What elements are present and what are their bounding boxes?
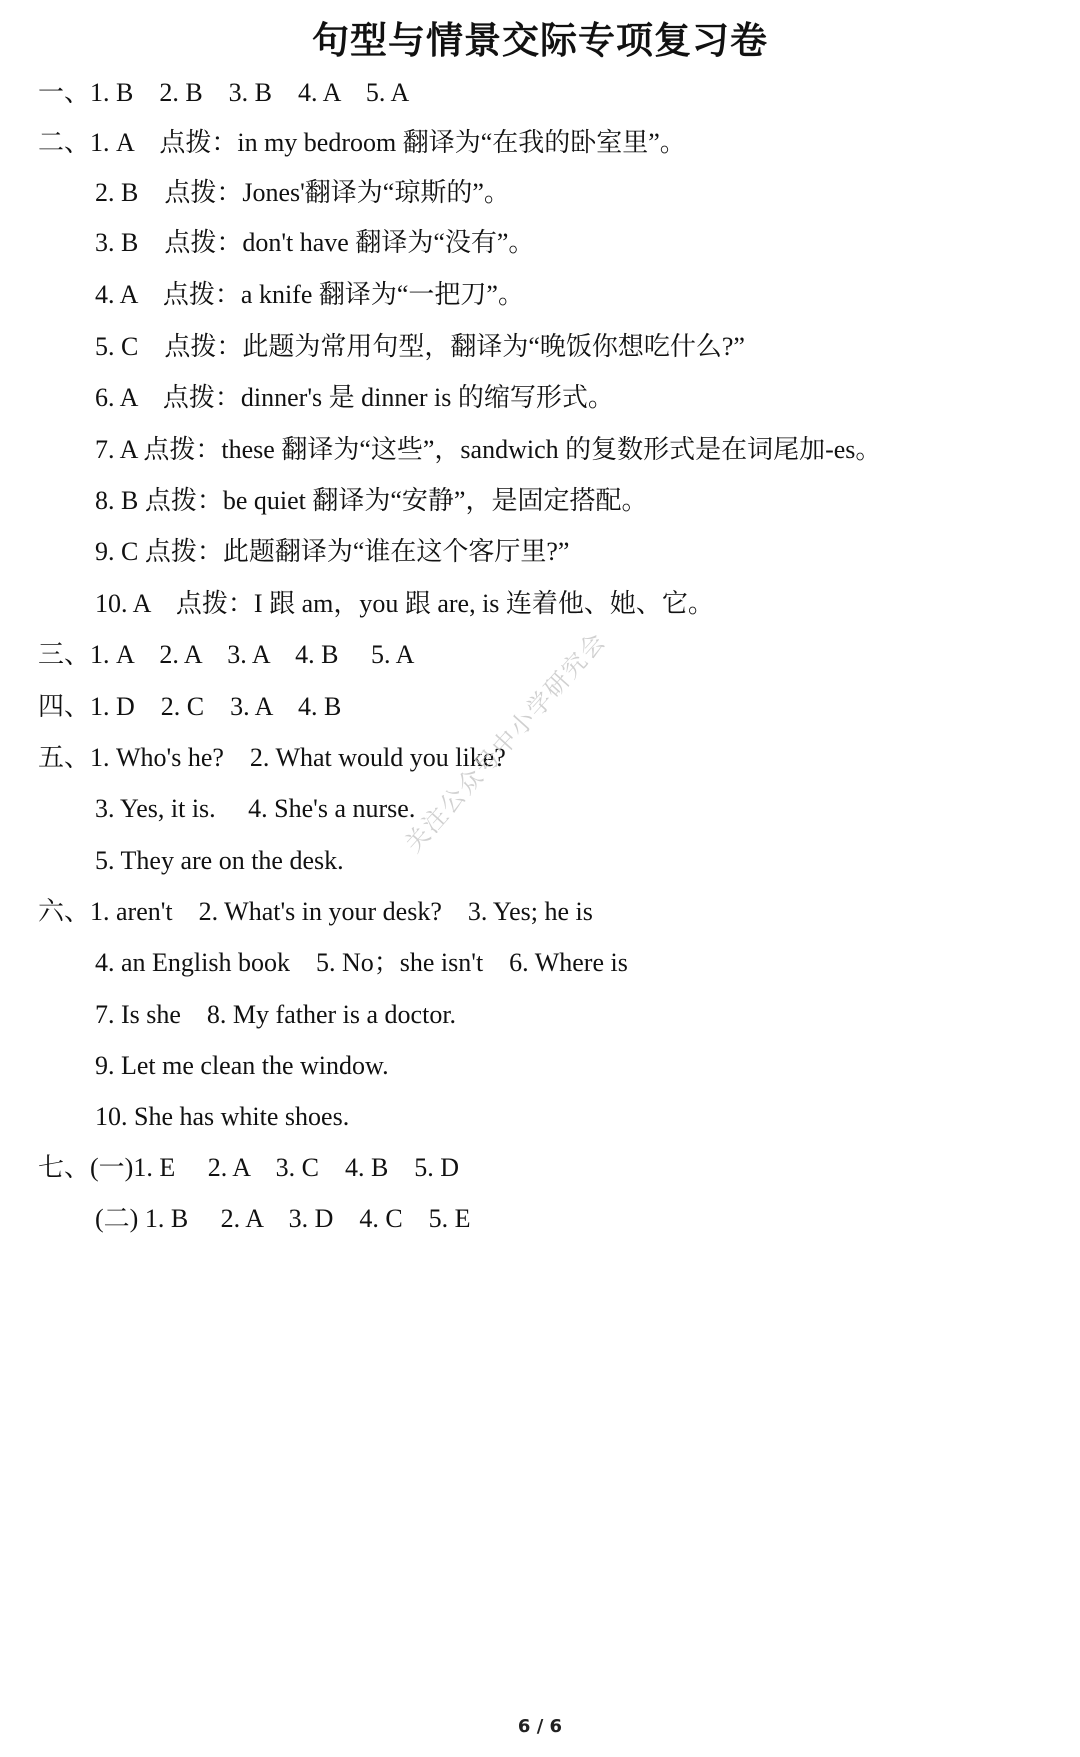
answer-line-section-6: 六、1. aren't 2. What's in your desk? 3. Yes; he is	[38, 897, 593, 926]
answer-line-section-7: 七、(一)1. E 2. A 3. C 4. B 5. D	[38, 1153, 460, 1182]
answer-line: 10. A 点拨：I 跟 am，you 跟 are, is 连着他、她、它。	[95, 589, 714, 618]
answer-line: 9. Let me clean the window.	[95, 1051, 389, 1080]
answer-line: 2. B 点拨：Jones'翻译为“琼斯的”。	[95, 178, 510, 207]
answer-line-section-4: 四、1. D 2. C 3. A 4. B	[38, 692, 342, 721]
answer-line-section-3: 三、1. A 2. A 3. A 4. B 5. A	[38, 640, 415, 669]
answer-line: 7. Is she 8. My father is a doctor.	[95, 1000, 457, 1029]
answer-line: 7. A 点拨：these 翻译为“这些”，sandwich 的复数形式是在词尾加-es。	[95, 435, 882, 464]
answer-line: 8. B 点拨：be quiet 翻译为“安静”，是固定搭配。	[95, 486, 648, 515]
answer-line-section-1: 一、1. B 2. B 3. B 4. A 5. A	[38, 78, 410, 107]
answer-line: 4. A 点拨：a knife 翻译为“一把刀”。	[95, 280, 524, 309]
answer-line: 5. They are on the desk.	[95, 846, 344, 875]
page-number: 6 / 6	[517, 1716, 563, 1737]
answer-line-section-5: 五、1. Who's he? 2. What would you like?	[38, 743, 506, 772]
answer-line: 10. She has white shoes.	[95, 1102, 350, 1131]
watermark: 关注公众号中小学研究会	[399, 626, 612, 858]
answer-line: 9. C 点拨：此题翻译为“谁在这个客厅里?”	[95, 537, 570, 566]
answer-line: 6. A 点拨：dinner's 是 dinner is 的缩写形式。	[95, 383, 614, 412]
answer-line: 3. Yes, it is. 4. She's a nurse.	[95, 794, 416, 823]
answer-line: 4. an English book 5. No；she isn't 6. Where is	[95, 948, 628, 977]
answer-line: 3. B 点拨：don't have 翻译为“没有”。	[95, 228, 535, 257]
answer-line: 5. C 点拨：此题为常用句型，翻译为“晚饭你想吃什么?”	[95, 332, 745, 361]
page-title: 句型与情景交际专项复习卷	[312, 19, 768, 62]
answer-line: (二) 1. B 2. A 3. D 4. C 5. E	[95, 1204, 471, 1233]
answer-line-section-2: 二、1. A 点拨：in my bedroom 翻译为“在我的卧室里”。	[38, 128, 686, 157]
